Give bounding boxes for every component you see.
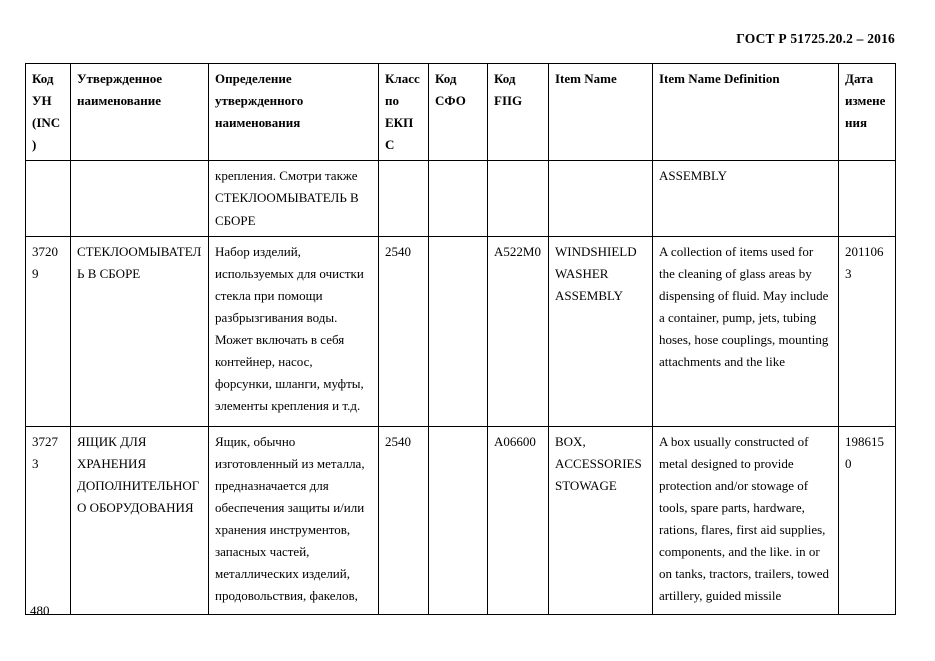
col-header-change-date: Дата изменения <box>839 64 896 161</box>
cell-inc <box>26 161 71 236</box>
col-header-approved-name: Утвержденное наименование <box>71 64 209 161</box>
cell-change-date <box>839 161 896 236</box>
col-header-item-name: Item Name <box>549 64 653 161</box>
table-row <box>26 161 896 236</box>
cell-sfo-code <box>429 236 488 426</box>
classification-table <box>25 63 896 615</box>
cell-approved-definition: Ящик, обычно изготовленный из металла, предназначается для обеспечения защиты и/или хранения инструментов, запасных частей, металлических изделий, продовольствия, факелов, <box>209 426 379 614</box>
cell-approved-name: СТЕКЛООМЫВАТЕЛЬ В СБОРЕ <box>71 236 209 426</box>
table-row <box>26 426 896 614</box>
cell-approved-definition: крепления. Смотри также СТЕКЛООМЫВАТЕЛЬ В СБОРЕ <box>209 161 379 236</box>
cell-inc: 37273 <box>26 426 71 614</box>
cell-item-name-definition: A collection of items used for the cleaning of glass areas by dispensing of fluid. May include a container, pump, jets, tubing hoses, hose couplings, mounting attachments and the like <box>653 236 839 426</box>
cell-change-date: 2011063 <box>839 236 896 426</box>
cell-inc: 37209 <box>26 236 71 426</box>
cell-ekps-class <box>379 161 429 236</box>
table-header-row <box>26 64 896 161</box>
col-header-ekps-class: Класс по ЕКПС <box>379 64 429 161</box>
cell-fiig-code <box>488 161 549 236</box>
cell-item-name-definition: A box usually constructed of metal designed to provide protection and/or stowage of tools, spare parts, hardware, rations, flares, first aid supplies, components, and the like. in or on tanks, tractors, trailers, towed artillery, guided missile <box>653 426 839 614</box>
cell-approved-definition: Набор изделий, используемых для очистки стекла при помощи разбрызгивания воды. Может включать в себя контейнер, насос, форсунки, шланги, муфты, элементы крепления и т.д. <box>209 236 379 426</box>
col-header-inc: Код УН (INC) <box>26 64 71 161</box>
cell-item-name <box>549 161 653 236</box>
document-standard-number: ГОСТ Р 51725.20.2 – 2016 <box>736 31 895 46</box>
cell-item-name: WINDSHIELD WASHER ASSEMBLY <box>549 236 653 426</box>
cell-fiig-code: A06600 <box>488 426 549 614</box>
cell-sfo-code <box>429 161 488 236</box>
col-header-item-name-definition: Item Name Definition <box>653 64 839 161</box>
col-header-approved-definition: Определение утвержденного наименования <box>209 64 379 161</box>
table-row <box>26 236 896 426</box>
cell-change-date: 1986150 <box>839 426 896 614</box>
cell-item-name-definition: ASSEMBLY <box>653 161 839 236</box>
cell-fiig-code: A522M0 <box>488 236 549 426</box>
cell-item-name: BOX, ACCESSORIES STOWAGE <box>549 426 653 614</box>
cell-sfo-code <box>429 426 488 614</box>
cell-ekps-class: 2540 <box>379 426 429 614</box>
col-header-fiig-code: Код FIIG <box>488 64 549 161</box>
cell-approved-name <box>71 161 209 236</box>
page-number: 480 <box>30 603 50 618</box>
cell-ekps-class: 2540 <box>379 236 429 426</box>
cell-approved-name: ЯЩИК ДЛЯ ХРАНЕНИЯ ДОПОЛНИТЕЛЬНОГО ОБОРУДОВАНИЯ <box>71 426 209 614</box>
col-header-sfo-code: Код СФО <box>429 64 488 161</box>
